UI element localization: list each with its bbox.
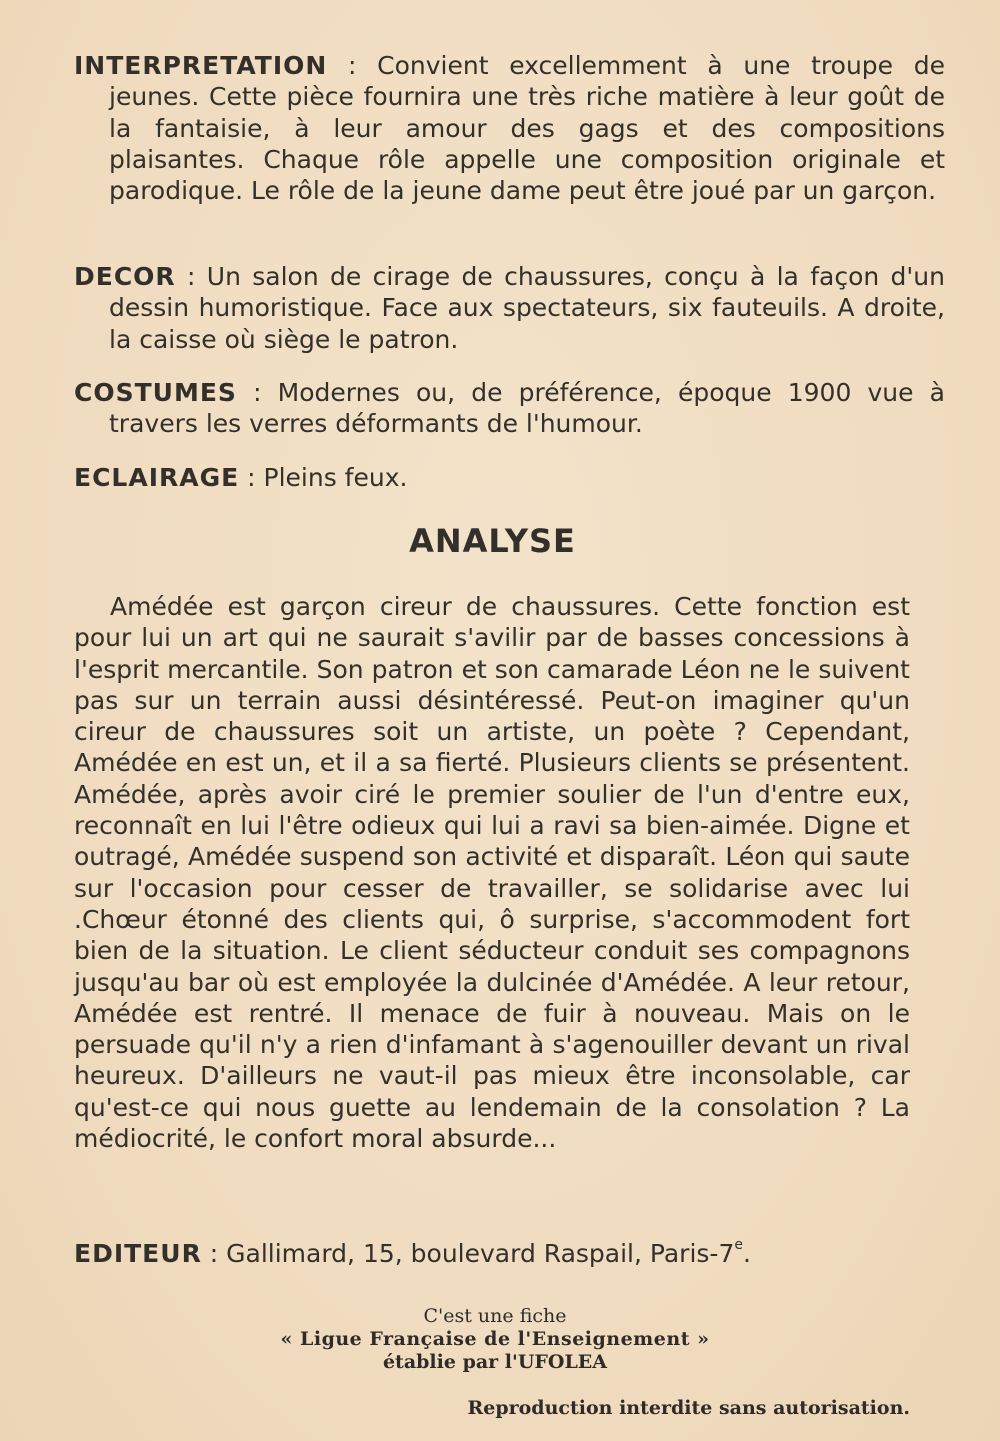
- section-label-interpretation: INTERPRETATION: [74, 51, 328, 80]
- section-interpretation: [74, 50, 945, 206]
- section-label-editeur: EDITEUR: [74, 1239, 202, 1268]
- section-costumes: [74, 377, 945, 440]
- section-label-eclairage: ECLAIRAGE: [74, 463, 240, 492]
- section-label-decor: DECOR: [74, 262, 176, 291]
- footer-line-3-prefix: établie par: [382, 1351, 505, 1373]
- section-label-costumes: COSTUMES: [74, 378, 237, 407]
- section-decor: [74, 261, 945, 355]
- footer-credit: [230, 1305, 760, 1374]
- editeur-end: .: [742, 1239, 751, 1268]
- section-eclairage: [74, 462, 945, 493]
- footer-line-2: « Ligue Française de l'Enseignement »: [280, 1328, 710, 1350]
- footer-line-3: [230, 1351, 760, 1374]
- analyse-body: Amédée est garçon cireur de chaussures. Cette fonction est pour lui un art qui ne saurait s'avilir par de basses concessions à l'esprit mercantile. Son patron et son camarade Léon ne le suivent pas sur un terrain aussi désintéressé. Peut-on imaginer qu'un cireur de chaussures soit un artiste, un poète ? Cependant, Amédée en est un, et il a sa fierté. Plusieurs clients se présentent. Amédée, après avoir ciré le premier soulier de l'un d'entre eux, reconnaît en lui l'être odieux qui lui a ravi sa bien-aimée. Digne et outragé, Amédée suspend son activité et disparaît. Léon qui saute sur l'occasion pour cesser de travailler, se solidarise avec lui .Chœur étonné des clients qui, ô surprise, s'accommodent fort bien de la situation. Le client séducteur conduit ses compagnons jusqu'au bar où est employée la dulcinée d'Amédée. A leur retour, Amédée est rentré. Il menace de fuir à nouveau. Mais on le persuade qu'il n'y a rien d'infamant à s'agenouiller devant un rival heureux. D'ailleurs ne vaut-il pas mieux être inconsolable, car qu'est-ce qui nous guette au lendemain de la consolation ? La médiocrité, le confort moral absurde...: [74, 592, 910, 1154]
- section-text-decor: : Un salon de cirage de chaussures, conçu à la façon d'un dessin humoristique. Face aux spectateurs, six fauteuils. A droite, la caisse où siège le patron.: [109, 262, 945, 354]
- analyse-heading: ANALYSE: [409, 522, 576, 560]
- editeur-superscript: e: [734, 1237, 743, 1253]
- section-text-costumes: : Modernes ou, de préférence, époque 1900 vue à travers les verres déformants de l'humour.: [109, 378, 945, 439]
- section-text-eclairage: : Pleins feux.: [239, 463, 408, 492]
- section-editeur: [74, 1238, 945, 1269]
- reproduction-notice: Reproduction interdite sans autorisation.: [467, 1397, 910, 1419]
- footer-line-1: C'est une fiche: [423, 1305, 567, 1327]
- section-text-interpretation: : Convient excellemment à une troupe de jeunes. Cette pièce fournira une très riche matière à leur goût de la fantaisie, à leur amour des gags et des compositions plaisantes. Chaque rôle appelle une composition originale et parodique. Le rôle de la jeune dame peut être joué par un garçon.: [109, 51, 945, 206]
- footer-line-3-org: l'UFOLEA: [504, 1351, 608, 1373]
- section-text-editeur: : Gallimard, 15, boulevard Raspail, Paris-7: [201, 1239, 735, 1268]
